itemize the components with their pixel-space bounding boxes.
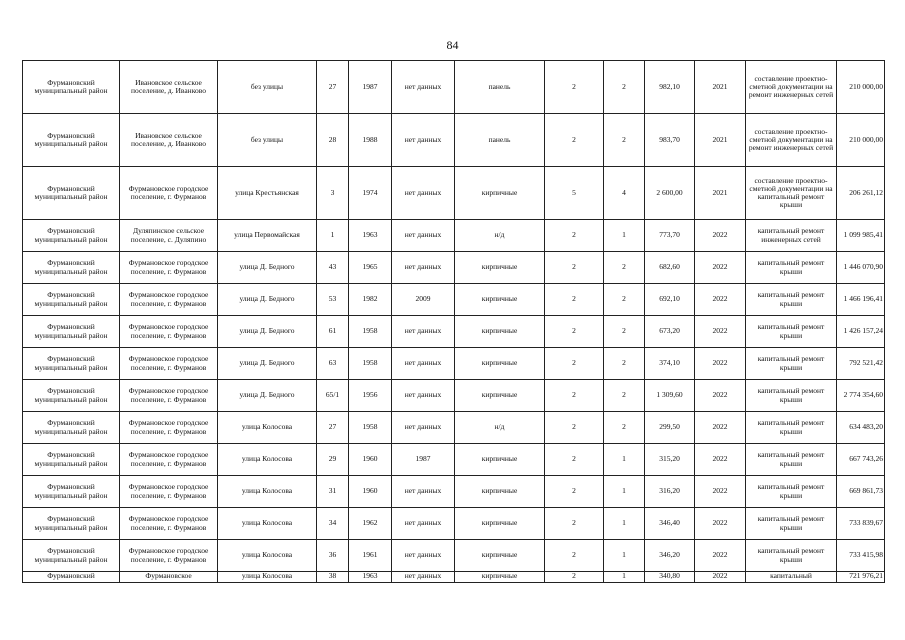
municipality-cell: Фурмановский муниципальный район: [23, 540, 120, 572]
floors-cell: 2: [545, 252, 604, 284]
wall-material-cell: н/д: [455, 412, 545, 444]
house-number-cell: 43: [317, 252, 349, 284]
cost-cell: 210 000,00: [837, 114, 885, 167]
work-type-cell: капитальный ремонт крыши: [746, 380, 837, 412]
floors-cell: 2: [545, 61, 604, 114]
settlement-cell: Фурмановское городское поселение, г. Фурманов: [120, 476, 218, 508]
street-cell: улица Д. Бедного: [218, 284, 317, 316]
cost-cell: 667 743,26: [837, 444, 885, 476]
renovation-year-cell: нет данных: [392, 348, 455, 380]
work-type-cell: составление проектно-сметной документации на капитальный ремонт крыши: [746, 167, 837, 220]
area-cell: 682,60: [645, 252, 695, 284]
cost-cell: 721 976,21: [837, 572, 885, 583]
house-number-cell: 27: [317, 61, 349, 114]
work-type-cell: составление проектно-сметной документации на ремонт инженерных сетей: [746, 114, 837, 167]
entrances-cell: 2: [604, 114, 645, 167]
plan-year-cell: 2021: [695, 167, 746, 220]
street-cell: улица Д. Бедного: [218, 252, 317, 284]
entrances-cell: 2: [604, 252, 645, 284]
built-year-cell: 1958: [349, 412, 392, 444]
municipality-cell: Фурмановский муниципальный район: [23, 412, 120, 444]
plan-year-cell: 2022: [695, 540, 746, 572]
house-number-cell: 29: [317, 444, 349, 476]
work-type-cell: капитальный: [746, 572, 837, 583]
street-cell: улица Д. Бедного: [218, 316, 317, 348]
cost-cell: 733 839,67: [837, 508, 885, 540]
built-year-cell: 1960: [349, 444, 392, 476]
built-year-cell: 1965: [349, 252, 392, 284]
municipality-cell: Фурмановский муниципальный район: [23, 508, 120, 540]
floors-cell: 2: [545, 508, 604, 540]
municipality-cell: Фурмановский муниципальный район: [23, 284, 120, 316]
plan-year-cell: 2021: [695, 114, 746, 167]
floors-cell: 2: [545, 284, 604, 316]
wall-material-cell: кирпичные: [455, 316, 545, 348]
street-cell: улица Д. Бедного: [218, 348, 317, 380]
built-year-cell: 1956: [349, 380, 392, 412]
plan-year-cell: 2022: [695, 412, 746, 444]
cost-cell: 733 415,98: [837, 540, 885, 572]
table-row: [23, 412, 885, 444]
area-cell: 692,10: [645, 284, 695, 316]
plan-year-cell: 2022: [695, 316, 746, 348]
built-year-cell: 1988: [349, 114, 392, 167]
settlement-cell: Фурмановское городское поселение, г. Фурманов: [120, 540, 218, 572]
street-cell: улица Колосова: [218, 540, 317, 572]
area-cell: 1 309,60: [645, 380, 695, 412]
house-number-cell: 1: [317, 220, 349, 252]
area-cell: 346,40: [645, 508, 695, 540]
entrances-cell: 1: [604, 540, 645, 572]
table-body: [23, 61, 885, 583]
built-year-cell: 1961: [349, 540, 392, 572]
area-cell: 374,10: [645, 348, 695, 380]
table-row: [23, 348, 885, 380]
area-cell: 773,70: [645, 220, 695, 252]
street-cell: улица Первомайская: [218, 220, 317, 252]
area-cell: 2 600,00: [645, 167, 695, 220]
housing-repair-table: [22, 60, 885, 583]
renovation-year-cell: нет данных: [392, 316, 455, 348]
cost-cell: 2 774 354,60: [837, 380, 885, 412]
entrances-cell: 2: [604, 348, 645, 380]
page-number: 84: [446, 38, 459, 52]
cost-cell: 669 861,73: [837, 476, 885, 508]
work-type-cell: капитальный ремонт крыши: [746, 252, 837, 284]
area-cell: 982,10: [645, 61, 695, 114]
house-number-cell: 38: [317, 572, 349, 583]
floors-cell: 2: [545, 412, 604, 444]
renovation-year-cell: нет данных: [392, 61, 455, 114]
cost-cell: 1 466 196,41: [837, 284, 885, 316]
table-row: [23, 284, 885, 316]
built-year-cell: 1963: [349, 572, 392, 583]
settlement-cell: Фурмановское городское поселение, г. Фурманов: [120, 252, 218, 284]
floors-cell: 2: [545, 444, 604, 476]
work-type-cell: составление проектно-сметной документации на ремонт инженерных сетей: [746, 61, 837, 114]
entrances-cell: 1: [604, 476, 645, 508]
built-year-cell: 1974: [349, 167, 392, 220]
area-cell: 346,20: [645, 540, 695, 572]
municipality-cell: Фурмановский муниципальный район: [23, 316, 120, 348]
renovation-year-cell: нет данных: [392, 508, 455, 540]
work-type-cell: капитальный ремонт инженерных сетей: [746, 220, 837, 252]
wall-material-cell: кирпичные: [455, 444, 545, 476]
table-row: [23, 476, 885, 508]
settlement-cell: Фурмановское городское поселение, г. Фурманов: [120, 508, 218, 540]
plan-year-cell: 2022: [695, 380, 746, 412]
floors-cell: 2: [545, 220, 604, 252]
house-number-cell: 3: [317, 167, 349, 220]
plan-year-cell: 2022: [695, 220, 746, 252]
wall-material-cell: кирпичные: [455, 348, 545, 380]
cost-cell: 1 099 985,41: [837, 220, 885, 252]
municipality-cell: Фурмановский муниципальный район: [23, 167, 120, 220]
house-number-cell: 53: [317, 284, 349, 316]
renovation-year-cell: нет данных: [392, 540, 455, 572]
wall-material-cell: кирпичные: [455, 284, 545, 316]
wall-material-cell: кирпичные: [455, 252, 545, 284]
street-cell: улица Колосова: [218, 412, 317, 444]
work-type-cell: капитальный ремонт крыши: [746, 540, 837, 572]
built-year-cell: 1963: [349, 220, 392, 252]
renovation-year-cell: нет данных: [392, 476, 455, 508]
work-type-cell: капитальный ремонт крыши: [746, 508, 837, 540]
work-type-cell: капитальный ремонт крыши: [746, 412, 837, 444]
house-number-cell: 34: [317, 508, 349, 540]
floors-cell: 5: [545, 167, 604, 220]
municipality-cell: Фурмановский муниципальный район: [23, 252, 120, 284]
area-cell: 673,20: [645, 316, 695, 348]
table-row: [23, 380, 885, 412]
plan-year-cell: 2022: [695, 444, 746, 476]
municipality-cell: Фурмановский: [23, 572, 120, 583]
table-row: [23, 572, 885, 583]
built-year-cell: 1958: [349, 348, 392, 380]
floors-cell: 2: [545, 476, 604, 508]
settlement-cell: Фурмановское городское поселение, г. Фурманов: [120, 444, 218, 476]
entrances-cell: 2: [604, 316, 645, 348]
table-row: [23, 61, 885, 114]
cost-cell: 1 446 070,90: [837, 252, 885, 284]
cost-cell: 792 521,42: [837, 348, 885, 380]
cost-cell: 1 426 157,24: [837, 316, 885, 348]
settlement-cell: Фурмановское городское поселение, г. Фурманов: [120, 167, 218, 220]
table-row: [23, 316, 885, 348]
street-cell: улица Колосова: [218, 444, 317, 476]
table-row: [23, 220, 885, 252]
renovation-year-cell: 2009: [392, 284, 455, 316]
entrances-cell: 1: [604, 220, 645, 252]
street-cell: улица Крестьянская: [218, 167, 317, 220]
renovation-year-cell: нет данных: [392, 167, 455, 220]
municipality-cell: Фурмановский муниципальный район: [23, 114, 120, 167]
street-cell: улица Колосова: [218, 476, 317, 508]
wall-material-cell: кирпичные: [455, 540, 545, 572]
settlement-cell: Фурмановское городское поселение, г. Фурманов: [120, 380, 218, 412]
floors-cell: 2: [545, 114, 604, 167]
table-row: [23, 167, 885, 220]
entrances-cell: 4: [604, 167, 645, 220]
renovation-year-cell: нет данных: [392, 412, 455, 444]
table-row: [23, 508, 885, 540]
renovation-year-cell: нет данных: [392, 252, 455, 284]
street-cell: улица Д. Бедного: [218, 380, 317, 412]
built-year-cell: 1962: [349, 508, 392, 540]
area-cell: 340,80: [645, 572, 695, 583]
wall-material-cell: н/д: [455, 220, 545, 252]
work-type-cell: капитальный ремонт крыши: [746, 348, 837, 380]
entrances-cell: 2: [604, 412, 645, 444]
table-row: [23, 444, 885, 476]
settlement-cell: Ивановское сельское поселение, д. Иванково: [120, 61, 218, 114]
plan-year-cell: 2022: [695, 348, 746, 380]
floors-cell: 2: [545, 572, 604, 583]
wall-material-cell: кирпичные: [455, 167, 545, 220]
plan-year-cell: 2022: [695, 284, 746, 316]
settlement-cell: Фурмановское городское поселение, г. Фурманов: [120, 348, 218, 380]
area-cell: 299,50: [645, 412, 695, 444]
house-number-cell: 27: [317, 412, 349, 444]
entrances-cell: 2: [604, 284, 645, 316]
work-type-cell: капитальный ремонт крыши: [746, 476, 837, 508]
wall-material-cell: панель: [455, 61, 545, 114]
entrances-cell: 1: [604, 444, 645, 476]
municipality-cell: Фурмановский муниципальный район: [23, 61, 120, 114]
renovation-year-cell: нет данных: [392, 380, 455, 412]
street-cell: без улицы: [218, 114, 317, 167]
house-number-cell: 61: [317, 316, 349, 348]
municipality-cell: Фурмановский муниципальный район: [23, 220, 120, 252]
cost-cell: 210 000,00: [837, 61, 885, 114]
area-cell: 983,70: [645, 114, 695, 167]
plan-year-cell: 2022: [695, 252, 746, 284]
cost-cell: 634 483,20: [837, 412, 885, 444]
municipality-cell: Фурмановский муниципальный район: [23, 380, 120, 412]
work-type-cell: капитальный ремонт крыши: [746, 316, 837, 348]
renovation-year-cell: нет данных: [392, 114, 455, 167]
street-cell: улица Колосова: [218, 508, 317, 540]
plan-year-cell: 2022: [695, 508, 746, 540]
table-row: [23, 114, 885, 167]
house-number-cell: 65/1: [317, 380, 349, 412]
cost-cell: 206 261,12: [837, 167, 885, 220]
entrances-cell: 2: [604, 380, 645, 412]
street-cell: улица Колосова: [218, 572, 317, 583]
house-number-cell: 36: [317, 540, 349, 572]
table-row: [23, 252, 885, 284]
wall-material-cell: кирпичные: [455, 380, 545, 412]
house-number-cell: 31: [317, 476, 349, 508]
entrances-cell: 1: [604, 508, 645, 540]
area-cell: 316,20: [645, 476, 695, 508]
entrances-cell: 2: [604, 61, 645, 114]
wall-material-cell: панель: [455, 114, 545, 167]
table-row: [23, 540, 885, 572]
municipality-cell: Фурмановский муниципальный район: [23, 444, 120, 476]
municipality-cell: Фурмановский муниципальный район: [23, 348, 120, 380]
work-type-cell: капитальный ремонт крыши: [746, 284, 837, 316]
built-year-cell: 1960: [349, 476, 392, 508]
work-type-cell: капитальный ремонт крыши: [746, 444, 837, 476]
renovation-year-cell: 1987: [392, 444, 455, 476]
area-cell: 315,20: [645, 444, 695, 476]
settlement-cell: Фурмановское: [120, 572, 218, 583]
street-cell: без улицы: [218, 61, 317, 114]
wall-material-cell: кирпичные: [455, 508, 545, 540]
settlement-cell: Фурмановское городское поселение, г. Фурманов: [120, 284, 218, 316]
floors-cell: 2: [545, 380, 604, 412]
renovation-year-cell: нет данных: [392, 572, 455, 583]
renovation-year-cell: нет данных: [392, 220, 455, 252]
settlement-cell: Фурмановское городское поселение, г. Фурманов: [120, 412, 218, 444]
floors-cell: 2: [545, 540, 604, 572]
municipality-cell: Фурмановский муниципальный район: [23, 476, 120, 508]
settlement-cell: Дуляпинское сельское поселение, с. Дуляпино: [120, 220, 218, 252]
plan-year-cell: 2021: [695, 61, 746, 114]
plan-year-cell: 2022: [695, 572, 746, 583]
built-year-cell: 1987: [349, 61, 392, 114]
wall-material-cell: кирпичные: [455, 572, 545, 583]
plan-year-cell: 2022: [695, 476, 746, 508]
settlement-cell: Фурмановское городское поселение, г. Фурманов: [120, 316, 218, 348]
floors-cell: 2: [545, 348, 604, 380]
floors-cell: 2: [545, 316, 604, 348]
house-number-cell: 63: [317, 348, 349, 380]
wall-material-cell: кирпичные: [455, 476, 545, 508]
built-year-cell: 1982: [349, 284, 392, 316]
built-year-cell: 1958: [349, 316, 392, 348]
entrances-cell: 1: [604, 572, 645, 583]
settlement-cell: Ивановское сельское поселение, д. Иванково: [120, 114, 218, 167]
house-number-cell: 28: [317, 114, 349, 167]
